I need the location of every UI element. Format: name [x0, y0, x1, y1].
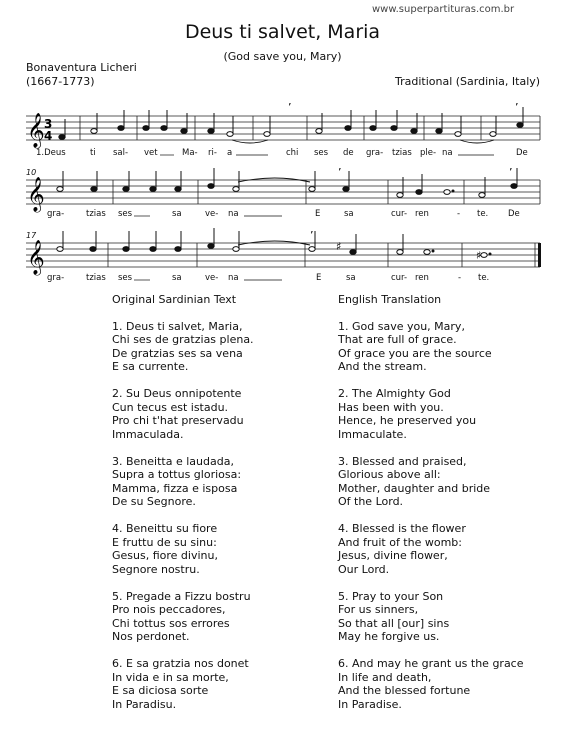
stanza-line: And fruit of the womb:: [338, 535, 462, 549]
stanza: [112, 455, 327, 509]
stanza-line: Mother, daughter and bride: [338, 481, 491, 495]
staff-system-2: [26, 166, 540, 213]
lyric-syllable: sa: [346, 273, 356, 283]
staff-system-3: [26, 228, 541, 276]
stanza-line: De gratzias ses sa vena: [112, 346, 243, 360]
stanza: [338, 590, 553, 644]
lyric-syllable: tzias: [86, 209, 106, 219]
breath-mark-icon: ’: [515, 101, 519, 114]
stanza-list: [112, 320, 327, 712]
stanza-line: Has been with you.: [338, 400, 444, 414]
lyric-syllable: -: [457, 209, 461, 219]
lyric-syllable: ri-: [208, 148, 217, 158]
column-heading-original: Original Sardinian Text: [112, 293, 237, 306]
lyrics-system-1: [36, 148, 528, 158]
stanza-line: Cun tecus est istadu.: [112, 400, 229, 414]
stanza-line: 1. God save you, Mary,: [338, 319, 465, 333]
stanza-line: Hence, he preserved you: [338, 414, 477, 427]
stanza: [338, 455, 553, 509]
lyric-syllable: sal-: [113, 148, 129, 158]
sheet-music: [0, 0, 565, 290]
lyric-syllable: na: [228, 273, 239, 283]
column-heading-translation: English Translation: [338, 293, 442, 306]
stanza: [338, 320, 553, 374]
stanza-line: 4. Beneittu su fiore: [112, 522, 218, 535]
lyric-syllable: cur-: [391, 209, 408, 219]
measure-number: 10: [26, 168, 37, 177]
lyric-syllable: chi: [286, 148, 299, 158]
stanza-line: 6. E sa gratzia nos donet: [112, 657, 249, 670]
stanza: [338, 522, 553, 576]
stanza: [112, 320, 327, 374]
stanza-line: 6. And may he grant us the grace: [338, 657, 524, 670]
lyrics-system-3: [47, 273, 489, 283]
lyric-syllable: Ma-: [182, 148, 198, 158]
stanza-line: E sa diciosa sorte: [112, 684, 209, 697]
staff-system-1: [26, 101, 540, 149]
lyric-syllable: ti: [90, 148, 96, 158]
stanza-line: And the blessed fortune: [338, 684, 471, 697]
breath-mark-icon: ’: [509, 166, 513, 179]
breath-mark-icon: ’: [338, 166, 342, 179]
final-barline: [538, 243, 541, 267]
stanza-line: De su Segnore.: [112, 495, 196, 508]
lyric-syllable: a: [227, 148, 233, 158]
lyric-syllable: sa: [172, 209, 182, 219]
stanza-line: Nos perdonet.: [112, 630, 190, 643]
stanza-line: 3. Beneitta e laudada,: [112, 454, 234, 468]
treble-clef-icon: 𝄞: [27, 113, 45, 148]
lyric-syllable: ren: [415, 273, 429, 283]
breath-mark-icon: ’: [310, 229, 314, 242]
time-signature-top: 3: [44, 117, 53, 131]
song-title: Deus ti salvet, Maria: [184, 21, 381, 43]
lyric-syllable: De: [508, 209, 520, 219]
english-translation-column: [338, 293, 553, 725]
treble-clef-icon: 𝄞: [27, 240, 45, 275]
lyric-syllable: na: [228, 209, 239, 219]
stanza-line: So that all [our] sins: [338, 616, 450, 630]
lyric-syllable: vet: [144, 148, 158, 158]
stanza: [112, 590, 327, 644]
stanza: [112, 657, 327, 711]
stanza: [338, 657, 553, 711]
composer-dates: (1667-1773): [26, 75, 95, 88]
stanza-line: In vida e in sa morte,: [112, 670, 229, 684]
site-url: www.superpartituras.com.br: [372, 4, 515, 15]
lyric-syllable: te.: [478, 273, 490, 283]
stanza: [112, 387, 327, 441]
stanza-list: [338, 320, 553, 712]
stanza-line: Chi ses de gratzias plena.: [112, 333, 254, 346]
lyric-syllable: E: [315, 209, 321, 219]
stanza-line: E fruttu de su sinu:: [112, 535, 217, 549]
stanza-line: Pro chi t'hat preservadu: [112, 414, 244, 427]
stanza-line: Mamma, fizza e isposa: [112, 481, 238, 495]
lyric-syllable: ses: [118, 273, 133, 283]
stanza-line: 3. Blessed and praised,: [338, 454, 467, 468]
lyric-syllable: gra-: [47, 273, 65, 283]
stanza-line: 1. Deus ti salvet, Maria,: [112, 319, 243, 333]
lyric-syllable: na: [442, 148, 453, 158]
lyric-syllable: -: [458, 273, 462, 283]
sharp-sign-icon: ♯: [336, 240, 342, 253]
measure-number: 17: [26, 231, 37, 240]
lyric-syllable: ple-: [420, 148, 437, 158]
lyrics-system-2: [47, 209, 520, 219]
stanza-line: Immaculate.: [338, 427, 407, 441]
lyric-syllable: tzias: [392, 148, 412, 158]
lyric-syllable: ve-: [205, 273, 219, 283]
lyric-syllable: gra-: [47, 209, 65, 219]
stanza-line: E sa currente.: [112, 360, 189, 373]
stanza-line: May he forgive us.: [338, 630, 440, 643]
lyric-syllable: 1.Deus: [36, 148, 66, 158]
stanza-line: 2. The Almighty God: [338, 387, 451, 400]
stanza-line: 2. Su Deus onnipotente: [112, 387, 242, 400]
composer-name: Bonaventura Licheri: [26, 61, 137, 74]
lyric-syllable: tzias: [86, 273, 106, 283]
treble-clef-icon: 𝄞: [27, 177, 45, 212]
lyric-syllable: sa: [172, 273, 182, 283]
stanza-line: 5. Pregade a Fizzu bostru: [112, 589, 251, 603]
sardinian-text-column: [112, 293, 327, 725]
stanza-line: 4. Blessed is the flower: [338, 522, 466, 535]
stanza: [338, 387, 553, 441]
stanza-line: For us sinners,: [338, 603, 419, 616]
lyric-syllable: gra-: [366, 148, 384, 158]
stanza-line: Of grace you are the source: [338, 346, 492, 360]
lyric-syllable: De: [516, 148, 528, 158]
stanza-line: Our Lord.: [338, 562, 390, 576]
stanza-line: And the stream.: [338, 360, 427, 373]
origin-label: Traditional (Sardinia, Italy): [395, 75, 541, 88]
lyric-syllable: ses: [314, 148, 329, 158]
stanza-line: Pro nois peccadores,: [112, 603, 226, 616]
lyric-syllable: te.: [477, 209, 489, 219]
song-subtitle: (God save you, Mary): [223, 50, 342, 63]
stanza-line: Segnore nostru.: [112, 562, 200, 576]
stanza-line: Of the Lord.: [338, 495, 404, 508]
lyric-syllable: sa: [344, 209, 354, 219]
stanza-line: In Paradise.: [338, 697, 402, 711]
stanza-line: Gesus, fiore divinu,: [112, 549, 218, 562]
stanza-line: Supra a tottus gloriosa:: [112, 468, 242, 481]
stanza-line: Glorious above all:: [338, 468, 441, 481]
sharp-sign-icon: ♯: [476, 249, 482, 262]
lyric-syllable: cur-: [391, 273, 408, 283]
time-signature-bottom: 4: [44, 129, 53, 143]
lyric-syllable: de: [343, 148, 354, 158]
stanza-line: Immaculada.: [112, 427, 184, 441]
stanza-line: In life and death,: [338, 670, 432, 684]
stanza: [112, 522, 327, 576]
stanza-line: In Paradisu.: [112, 697, 177, 711]
stanza-line: That are full of grace.: [338, 333, 457, 346]
breath-mark-icon: ’: [288, 101, 292, 114]
lyric-syllable: ren: [415, 209, 429, 219]
lyric-syllable: ses: [118, 209, 133, 219]
lyric-syllable: ve-: [205, 209, 219, 219]
stanza-line: 5. Pray to your Son: [338, 589, 444, 603]
stanza-line: Jesus, divine flower,: [338, 549, 448, 562]
stanza-line: Chi tottus sos errores: [112, 616, 230, 630]
lyric-syllable: E: [316, 273, 322, 283]
